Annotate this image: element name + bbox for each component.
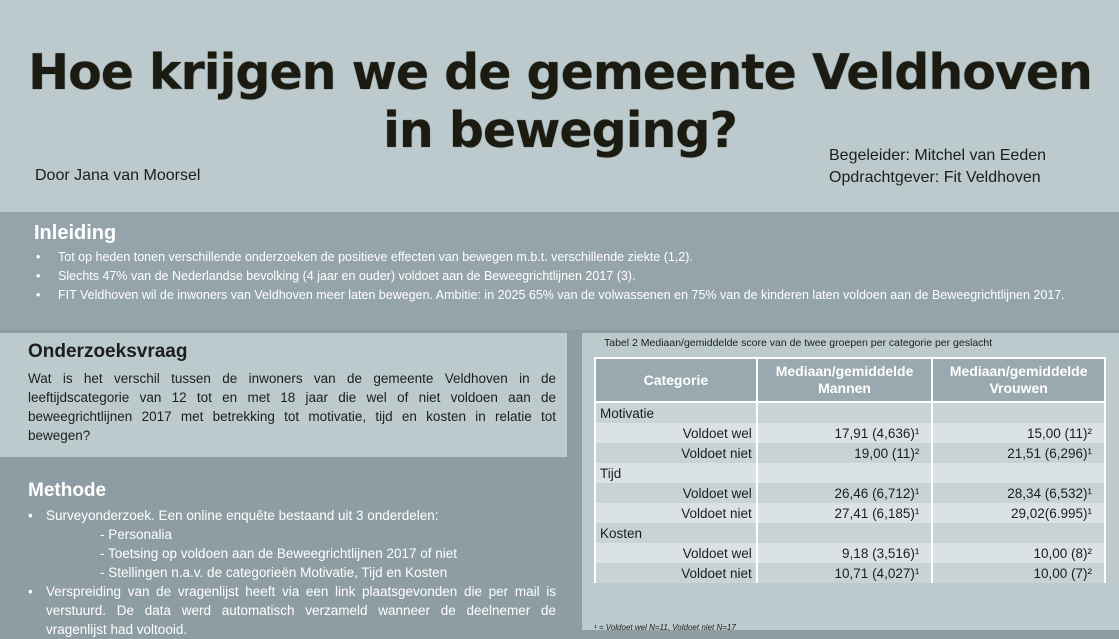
method-subitem: - Stellingen n.a.v. de categorieën Motivatie, Tijd en Kosten xyxy=(100,565,448,580)
table-cell xyxy=(757,523,933,543)
table-row xyxy=(595,523,1105,543)
table-cell xyxy=(932,463,1105,483)
women-value-cell: 10,00 (7)² xyxy=(932,563,1105,583)
method-list xyxy=(28,506,556,639)
women-value-cell: 29,02(6.995)¹ xyxy=(932,503,1105,523)
table-row xyxy=(595,563,1105,583)
group-cell: Voldoet wel xyxy=(595,543,757,563)
table-row xyxy=(595,543,1105,563)
category-cell: Kosten xyxy=(595,523,757,543)
intro-heading: Inleiding xyxy=(34,222,117,244)
intro-list xyxy=(34,248,1094,305)
men-value-cell: 17,91 (4,636)¹ xyxy=(757,423,933,443)
method-subitem: - Personalia xyxy=(100,527,173,542)
research-question-section xyxy=(0,333,567,457)
group-cell: Voldoet niet xyxy=(595,503,757,523)
table-caption: Tabel 2 Mediaan/gemiddelde score van de twee groepen per categorie per geslacht xyxy=(604,337,993,349)
table-cell xyxy=(757,463,933,483)
table-cell xyxy=(757,402,933,423)
poster-title: Hoe krijgen we de gemeente Veldhoven in beweging? xyxy=(28,44,1092,159)
client-line: Opdrachtgever: Fit Veldhoven xyxy=(829,169,1041,186)
intro-bullet: • Tot op heden tonen verschillende onderzoeken de positieve effecten van bewegen m.b.t. verschillende ziekte (1,2). xyxy=(34,248,1094,267)
supervisor-block xyxy=(829,145,1046,189)
men-value-cell: 26,46 (6,712)¹ xyxy=(757,483,933,503)
table-row xyxy=(595,402,1105,423)
intro-bullet: • Slechts 47% van de Nederlandse bevolking (4 jaar en ouder) voldoet aan de Beweegrichtlijnen 2017 (3). xyxy=(34,267,1094,286)
poster-header xyxy=(0,0,1119,212)
table-row xyxy=(595,483,1105,503)
results-table-panel xyxy=(582,333,1119,630)
supervisor-line: Begeleider: Mitchel van Eeden xyxy=(829,147,1047,164)
method-section xyxy=(0,476,567,637)
method-bullet: • Surveyonderzoek. Een online enquête bestaand uit 3 onderdelen: xyxy=(28,506,556,525)
table-header-cell: Categorie xyxy=(595,358,757,402)
intro-section xyxy=(0,212,1119,330)
category-cell: Motivatie xyxy=(595,402,757,423)
table-row xyxy=(595,463,1105,483)
category-cell: Tijd xyxy=(595,463,757,483)
men-value-cell: 27,41 (6,185)¹ xyxy=(757,503,933,523)
table-cell xyxy=(932,402,1105,423)
men-value-cell: 10,71 (4,027)¹ xyxy=(757,563,933,583)
method-subitem: - Toetsing op voldoen aan de Beweegrichtlijnen 2017 of niet xyxy=(100,546,458,561)
men-value-cell: 9,18 (3,516)¹ xyxy=(757,543,933,563)
intro-bullet: • FIT Veldhoven wil de inwoners van Veldhoven meer laten bewegen. Ambitie: in 2025 65% van de volwassenen en 75% van de kinderen laten voldoen aan de Beweegrichtlijnen 2017. xyxy=(34,286,1094,305)
research-question-text: Wat is het verschil tussen de inwoners van de gemeente Veldhoven in de leeftijdscategorie van 12 tot en met 18 jaar die wel of niet voldoen aan de beweegrichtlijnen 2017 met betrekking tot motivatie, tijd en kosten in relatie tot bewegen? xyxy=(28,371,556,443)
method-bullet: • Verspreiding van de vragenlijst heeft via een link plaatsgevonden die per mail is verstuurd. De data werd automatisch verzameld wanneer de deelnemer de vragenlijst had voltooid. xyxy=(28,582,556,639)
group-cell: Voldoet niet xyxy=(595,443,757,463)
table-row xyxy=(595,503,1105,523)
table-header-cell: Mediaan/gemiddelde Vrouwen xyxy=(932,358,1105,402)
table-header-row xyxy=(595,358,1105,402)
group-cell: Voldoet wel xyxy=(595,483,757,503)
author-line: Door Jana van Moorsel xyxy=(35,167,201,184)
group-cell: Voldoet wel xyxy=(595,423,757,443)
women-value-cell: 15,00 (11)² xyxy=(932,423,1105,443)
group-cell: Voldoet niet xyxy=(595,563,757,583)
method-heading: Methode xyxy=(28,480,107,501)
women-value-cell: 10,00 (8)² xyxy=(932,543,1105,563)
women-value-cell: 28,34 (6,532)¹ xyxy=(932,483,1105,503)
table-row xyxy=(595,423,1105,443)
results-table xyxy=(594,357,1106,583)
men-value-cell: 19,00 (11)² xyxy=(757,443,933,463)
table-row xyxy=(595,443,1105,463)
research-question-heading: Onderzoeksvraag xyxy=(28,341,188,362)
table-header-cell: Mediaan/gemiddelde Mannen xyxy=(757,358,933,402)
women-value-cell: 21,51 (6,296)¹ xyxy=(932,443,1105,463)
table-footnote: ¹ = Voldoet wel N=11, Voldoet niet N=17 xyxy=(594,623,736,632)
table-cell xyxy=(932,523,1105,543)
